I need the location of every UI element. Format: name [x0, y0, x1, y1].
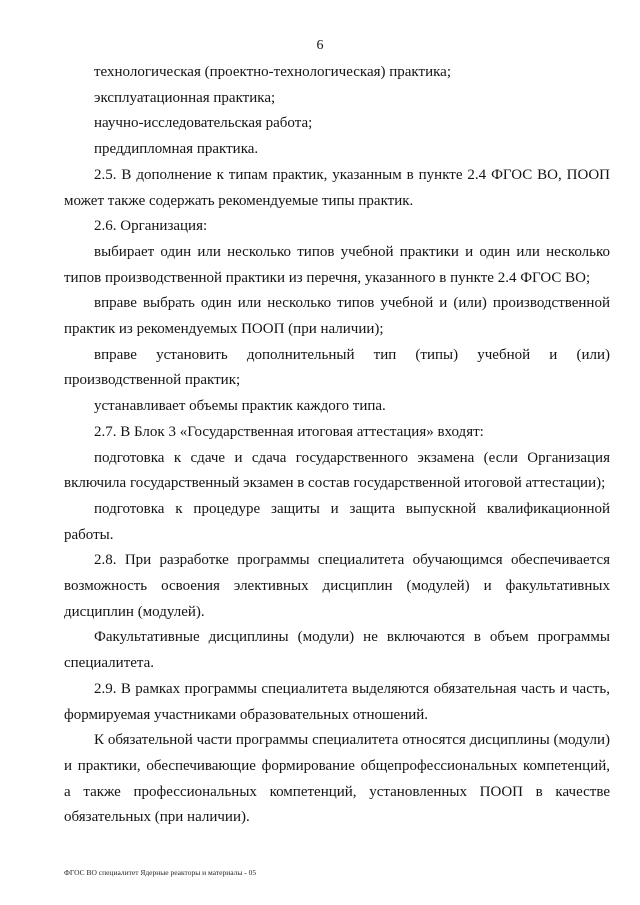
paragraph-2-5: 2.5. В дополнение к типам практик, указанным в пункте 2.4 ФГОС ВО, ПООП может также содержать рекомендуемые типы практик.: [64, 166, 610, 209]
paragraph-2-7-item-2: подготовка к процедуре защиты и защита выпускной квалификационной работы.: [64, 500, 610, 543]
paragraph-practice-technological: технологическая (проектно-технологическая) практика;: [94, 64, 451, 80]
paragraph-research-work: научно-исследовательская работа;: [94, 115, 313, 132]
paragraph-2-6-item-1: выбирает один или несколько типов учебной практики и один или несколько типов производственной практики из перечня, указанного в пункте 2.4 ФГОС ВО;: [64, 243, 610, 286]
paragraph-2-6-item-3: вправе установить дополнительный тип (типы) учебной и (или) производственной практик;: [64, 346, 610, 389]
page-number: 6: [316, 38, 324, 53]
paragraph-2-9-mandatory: К обязательной части программы специалитета относятся дисциплины (модули) и практики, обеспечивающие формирование общепрофессиональных компетенций, а также профессиональных компетенций, установленных ПООП в качестве обязательных (при наличии).: [64, 732, 610, 826]
paragraph-2-6-item-4: устанавливает объемы практик каждого типа.: [94, 398, 386, 415]
paragraph-2-9: 2.9. В рамках программы специалитета выделяются обязательная часть и часть, формируемая участниками образовательных отношений.: [64, 680, 610, 723]
paragraph-2-7-item-1: подготовка к сдаче и сдача государственного экзамена (если Организация включила государственный экзамен в состав государственной итоговой аттестации);: [64, 449, 610, 492]
paragraph-pre-diploma-practice: преддипломная практика.: [94, 141, 259, 158]
paragraph-2-7-heading: 2.7. В Блок 3 «Государственная итоговая аттестация» входят:: [94, 423, 484, 440]
paragraph-2-6-heading: 2.6. Организация:: [94, 218, 208, 235]
paragraph-2-6-item-2: вправе выбрать один или несколько типов учебной и (или) производственной практик из рекомендуемых ПООП (при наличии);: [64, 295, 610, 338]
document-body: [64, 60, 610, 831]
paragraph-practice-operational: эксплуатационная практика;: [94, 89, 276, 106]
paragraph-2-8-optional: Факультативные дисциплины (модули) не включаются в объем программы специалитета.: [64, 629, 610, 672]
page-footer: ФГОС ВО специалитет Ядерные реакторы и материалы - 05: [64, 868, 257, 877]
paragraph-2-8: 2.8. При разработке программы специалитета обучающимся обеспечивается возможность освоения элективных дисциплин (модулей) и факультативных дисциплин (модулей).: [64, 552, 610, 620]
